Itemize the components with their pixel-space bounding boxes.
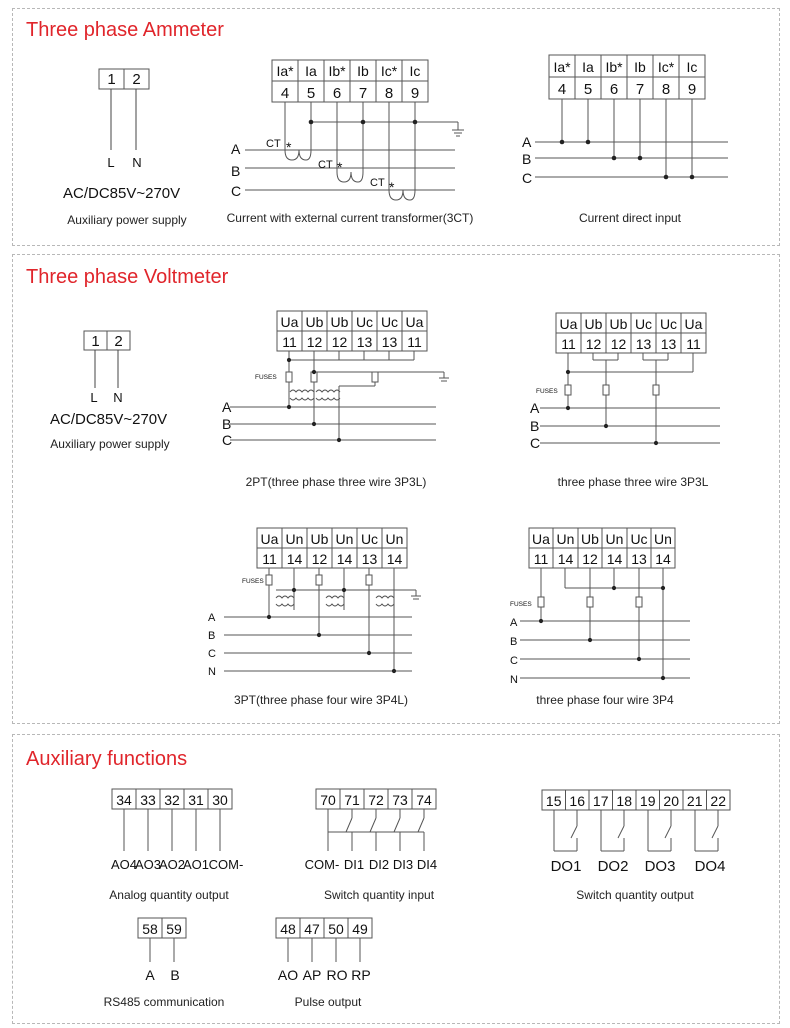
- phase-label: B: [231, 163, 241, 179]
- phase-label: B: [222, 416, 232, 432]
- lead-label: AO3: [134, 857, 162, 872]
- lead-label: DO1: [550, 858, 582, 875]
- terminal-label: Ua: [684, 316, 703, 332]
- terminal-label: Ib: [357, 63, 369, 79]
- terminal-label: Uc: [360, 531, 379, 547]
- terminal-number: 21: [686, 793, 703, 809]
- voltmeter-aux-lead: N: [113, 390, 123, 405]
- phase-label: C: [510, 655, 518, 667]
- terminal-number: 49: [352, 921, 368, 937]
- terminal-number: 12: [331, 334, 348, 350]
- terminal-label: Ua: [559, 316, 578, 332]
- terminal-label: Uc: [634, 316, 653, 332]
- ct-label: CT: [266, 138, 281, 150]
- terminal-number: 11: [561, 336, 576, 352]
- terminal-label: Ia: [582, 59, 594, 75]
- terminal-number: 71: [344, 792, 360, 808]
- phase-label: C: [208, 648, 216, 660]
- terminal-label: Ic*: [380, 63, 398, 79]
- terminal-number: 7: [358, 85, 368, 102]
- fuses-label: FUSES: [255, 374, 277, 381]
- voltmeter-aux-caption: Auxiliary power supply: [50, 437, 170, 451]
- terminal-number: 13: [631, 551, 647, 567]
- lead-label: AP: [302, 967, 322, 983]
- terminal-label: Uc: [659, 316, 678, 332]
- lead-label: DI2: [368, 857, 390, 872]
- terminal-label: Un: [285, 531, 304, 547]
- terminal-label: Ic*: [657, 59, 675, 75]
- lead-label: DI3: [392, 857, 414, 872]
- terminal-number: 12: [311, 551, 328, 567]
- voltmeter-aux-voltage: AC/DC85V~270V: [50, 411, 168, 428]
- lead-label: DO3: [644, 858, 676, 875]
- phase-label: C: [530, 435, 541, 451]
- terminal-label: Ia*: [553, 59, 571, 75]
- terminal-label: Ia: [305, 63, 317, 79]
- ct-star: *: [337, 159, 343, 175]
- phase-label: A: [222, 399, 232, 415]
- switch-output-caption: Switch quantity output: [576, 888, 694, 902]
- ammeter-aux-lead: N: [132, 155, 142, 170]
- terminal-number: 33: [140, 792, 156, 808]
- terminal-number: 5: [583, 81, 593, 98]
- lead-label: DO2: [597, 858, 629, 875]
- terminal-number: 12: [306, 334, 323, 350]
- fuses-label: FUSES: [242, 578, 264, 585]
- terminal-label: Uc: [355, 314, 374, 330]
- lead-label: RP: [351, 967, 371, 983]
- voltmeter-3pt-caption: 3PT(three phase four wire 3P4L): [233, 693, 409, 707]
- terminal-number: 13: [635, 336, 652, 352]
- ammeter-aux-voltage: AC/DC85V~270V: [63, 185, 181, 202]
- phase-label: A: [231, 141, 241, 157]
- phase-label: B: [530, 418, 540, 434]
- terminal-number: 8: [661, 81, 671, 98]
- terminal-number: 14: [386, 551, 403, 567]
- terminal-number: 16: [569, 793, 585, 809]
- voltmeter-aux-lead: L: [90, 390, 98, 405]
- terminal-number: 72: [368, 792, 384, 808]
- terminal-number: 12: [610, 336, 627, 352]
- voltmeter-aux-terminal: 1: [91, 333, 100, 350]
- terminal-label: Ub: [330, 314, 349, 330]
- terminal-label: Ub: [310, 531, 329, 547]
- ct-star: *: [389, 179, 395, 195]
- lead-label: AO4: [110, 857, 138, 872]
- terminal-number: 11: [407, 334, 422, 350]
- ammeter-direct-caption: Current direct input: [578, 211, 682, 225]
- terminal-number: 9: [410, 85, 420, 102]
- terminal-number: 14: [336, 551, 353, 567]
- ammeter-title: Three phase Ammeter: [26, 19, 224, 41]
- terminal-label: Ub: [581, 531, 599, 547]
- phase-label: B: [208, 630, 216, 642]
- terminal-label: Ic: [409, 63, 421, 79]
- terminal-number: 70: [320, 792, 336, 808]
- terminal-number: 14: [286, 551, 303, 567]
- terminal-number: 13: [660, 336, 677, 352]
- terminal-number: 19: [639, 793, 656, 809]
- terminal-number: 6: [609, 81, 619, 98]
- phase-label: C: [522, 170, 533, 186]
- terminal-label: Ub: [305, 314, 324, 330]
- voltmeter-aux-terminal: 2: [114, 333, 123, 350]
- fuses-label: FUSES: [536, 388, 558, 395]
- ammeter-aux-terminal: 2: [132, 71, 141, 88]
- terminal-number: 58: [142, 921, 158, 937]
- terminal-number: 12: [582, 551, 598, 567]
- terminal-number: 11: [282, 334, 297, 350]
- analog-output-caption: Analog quantity output: [109, 888, 229, 902]
- terminal-number: 6: [332, 85, 342, 102]
- terminal-label: Ua: [532, 531, 550, 547]
- pulse-output-caption: Pulse output: [294, 995, 362, 1009]
- terminal-number: 73: [392, 792, 408, 808]
- terminal-label: Un: [385, 531, 404, 547]
- phase-label: C: [231, 183, 242, 199]
- aux-functions-title: Auxiliary functions: [26, 748, 188, 770]
- phase-label: A: [522, 134, 532, 150]
- lead-label: COM-: [208, 857, 244, 872]
- ct-star: *: [286, 139, 292, 155]
- ct-label: CT: [318, 159, 333, 171]
- phase-label: N: [208, 666, 216, 678]
- terminal-label: Un: [654, 531, 672, 547]
- terminal-label: Ia*: [276, 63, 294, 79]
- terminal-number: 4: [280, 85, 290, 102]
- terminal-number: 9: [687, 81, 697, 98]
- terminal-label: Ib*: [328, 63, 346, 79]
- phase-label: N: [510, 674, 518, 686]
- switch-input-caption: Switch quantity input: [323, 888, 435, 902]
- terminal-number: 13: [381, 334, 398, 350]
- rs485-caption: RS485 communication: [103, 995, 225, 1009]
- lead-label: AO: [277, 967, 299, 983]
- voltmeter-3p4-caption: three phase four wire 3P4: [536, 693, 674, 707]
- terminal-label: Un: [335, 531, 354, 547]
- lead-label: DI1: [343, 857, 365, 872]
- terminal-number: 4: [557, 81, 567, 98]
- lead-label: A: [145, 967, 155, 983]
- ammeter-aux-terminal: 1: [107, 71, 116, 88]
- terminal-number: 7: [635, 81, 645, 98]
- terminal-number: 22: [710, 793, 726, 809]
- terminal-number: 32: [164, 792, 180, 808]
- terminal-label: Ib*: [605, 59, 623, 75]
- voltmeter-2pt-caption: 2PT(three phase three wire 3P3L): [245, 475, 427, 489]
- terminal-number: 74: [416, 792, 432, 808]
- lead-label: B: [170, 967, 180, 983]
- terminal-number: 14: [557, 551, 574, 567]
- ct-label: CT: [370, 177, 385, 189]
- terminal-number: 11: [262, 551, 277, 567]
- terminal-label: Ua: [280, 314, 299, 330]
- ammeter-3ct-caption: Current with external current transformer(3CT): [226, 211, 474, 225]
- terminal-number: 48: [280, 921, 296, 937]
- phase-label: A: [530, 400, 540, 416]
- phase-label: A: [510, 617, 518, 629]
- terminal-label: Un: [605, 531, 624, 547]
- voltmeter-3p3l-caption: three phase three wire 3P3L: [557, 475, 709, 489]
- terminal-label: Ua: [260, 531, 279, 547]
- terminal-number: 12: [585, 336, 602, 352]
- ammeter-aux-lead: L: [107, 155, 115, 170]
- lead-label: DO4: [694, 858, 726, 875]
- terminal-number: 14: [655, 551, 671, 567]
- terminal-number: 5: [306, 85, 316, 102]
- terminal-number: 47: [304, 921, 320, 937]
- terminal-number: 59: [166, 921, 182, 937]
- phase-label: C: [222, 432, 233, 448]
- voltmeter-title: Three phase Voltmeter: [26, 266, 229, 288]
- terminal-label: Ub: [609, 316, 628, 332]
- terminal-number: 34: [116, 792, 132, 808]
- terminal-number: 11: [686, 336, 701, 352]
- terminal-number: 13: [361, 551, 378, 567]
- phase-label: B: [522, 151, 532, 167]
- terminal-number: 13: [356, 334, 373, 350]
- ammeter-aux-caption: Auxiliary power supply: [67, 213, 187, 227]
- terminal-label: Uc: [630, 531, 648, 547]
- fuses-label: FUSES: [510, 601, 532, 608]
- terminal-number: 18: [616, 793, 632, 809]
- terminal-number: 17: [592, 793, 609, 809]
- terminal-label: Un: [556, 531, 575, 547]
- lead-label: AO1: [182, 857, 210, 872]
- terminal-number: 11: [533, 551, 549, 567]
- terminal-number: 31: [188, 792, 204, 808]
- lead-label: DI4: [416, 857, 438, 872]
- terminal-number: 15: [545, 793, 562, 809]
- terminal-label: Ub: [584, 316, 603, 332]
- terminal-label: Ib: [634, 59, 646, 75]
- terminal-label: Ic: [686, 59, 698, 75]
- phase-label: A: [208, 612, 216, 624]
- terminal-label: Ua: [405, 314, 424, 330]
- terminal-number: 30: [212, 792, 228, 808]
- terminal-number: 14: [606, 551, 623, 567]
- terminal-label: Uc: [380, 314, 399, 330]
- phase-label: B: [510, 636, 518, 648]
- lead-label: COM-: [304, 857, 340, 872]
- lead-label: AO2: [158, 857, 186, 872]
- terminal-number: 20: [663, 793, 679, 809]
- terminal-number: 50: [328, 921, 344, 937]
- terminal-number: 8: [384, 85, 394, 102]
- lead-label: RO: [326, 967, 348, 983]
